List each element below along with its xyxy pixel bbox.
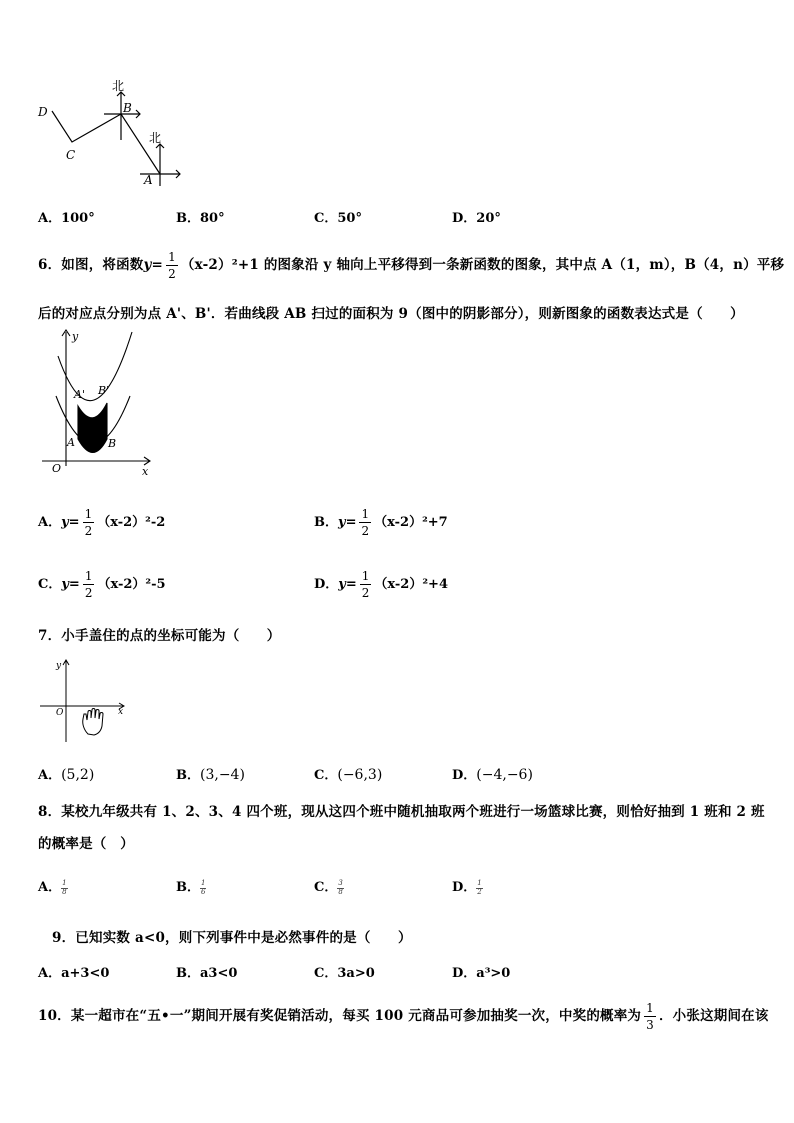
q9-option-b[interactable]: B．a3<0 [176, 966, 238, 981]
q6-point-a1-label: A' [74, 388, 85, 401]
north-label-a: 北 [149, 131, 162, 145]
q8-option-b[interactable]: B． $\frac{1}{6}$ [176, 878, 206, 896]
q6-axis-x-label: x [142, 465, 149, 478]
q8-stem-line1: 8．某校九年级共有 1、2、3、4 四个班，现从这四个班中随机抽取两个班进行一场篮球比赛，则恰好抽到 1 班和 2 班 [38, 804, 765, 820]
q7-option-c[interactable]: C．(−6,3) [314, 767, 383, 783]
q8-option-d[interactable]: D． $\frac{1}{2}$ [452, 878, 482, 896]
q9-option-a[interactable]: A．a+3<0 [38, 966, 110, 981]
q10-stem: 10．某一超市在“五•一”期间开展有奖促销活动，每买 100 元商品可参加抽奖一次，中奖的概率为 $\frac{1}{3}$ ．小张这期间在该 [38, 1001, 769, 1032]
q7-stem: 7．小手盖住的点的坐标可能为（ ） [38, 628, 281, 644]
q5-option-c[interactable]: C．50° [314, 211, 362, 226]
q6-point-a-label: A [67, 436, 75, 449]
q8-option-a[interactable]: A． $\frac{1}{8}$ [38, 878, 67, 896]
q8-stem-line2: 的概率是（ ） [38, 836, 134, 852]
q6-option-c[interactable]: C．y= $\frac{1}{2}$ （x-2）²-5 [38, 569, 166, 600]
q6-option-a[interactable]: A．y= $\frac{1}{2}$ （x-2）²-2 [38, 507, 166, 538]
q7-hand-figure [36, 656, 132, 746]
point-label-a: A [144, 173, 153, 187]
q7-option-a[interactable]: A．(5,2) [38, 767, 95, 783]
q6-axis-y-label: y [72, 330, 79, 343]
q7-option-b[interactable]: B．(3,−4) [176, 767, 245, 783]
q7-option-d[interactable]: D．(−4,−6) [452, 767, 533, 783]
q5-option-b[interactable]: B．80° [176, 211, 225, 226]
point-label-c: C [66, 148, 76, 162]
q5-option-d[interactable]: D．20° [452, 211, 501, 226]
q6-origin-label: O [52, 462, 62, 475]
q8-option-c[interactable]: C． $\frac{3}{8}$ [314, 878, 343, 896]
q9-option-d[interactable]: D．a³>0 [452, 966, 511, 981]
q5-option-a[interactable]: A．100° [38, 211, 95, 226]
q6-stem-line1: 6．如图，将函数y= $\frac{1}{2}$ （x-2）²+1 的图象沿 y 轴向上平移得到一条新函数的图象，其中点 A（1，m），B（4，n）平移 [38, 250, 785, 281]
point-label-b: B [123, 101, 132, 115]
q7-axis-y-label: y [56, 661, 62, 671]
q9-option-c[interactable]: C．3a>0 [314, 966, 375, 981]
q6-option-b[interactable]: B．y= $\frac{1}{2}$ （x-2）²+7 [314, 507, 448, 538]
q6-parabola-figure [36, 326, 160, 478]
q10-probability-fraction: $\frac{1}{3}$ [646, 1001, 654, 1032]
point-label-d: D [38, 105, 48, 119]
north-label-b: 北 [112, 79, 125, 93]
q6-point-b1-label: B' [98, 384, 110, 397]
q6-stem-line2: 后的对应点分别为点 A'、B'．若曲线段 AB 扫过的面积为 9（图中的阴影部分），则新图象的函数表达式是（ ） [38, 306, 744, 322]
q5-direction-figure [30, 76, 200, 196]
q6-point-b-label: B [108, 437, 117, 450]
q9-stem: 9．已知实数 a<0，则下列事件中是必然事件的是（ ） [52, 930, 412, 946]
q7-axis-x-label: x [118, 707, 124, 717]
q6-option-d[interactable]: D．y= $\frac{1}{2}$ （x-2）²+4 [314, 569, 448, 600]
q7-origin-label: O [56, 708, 64, 718]
q6-half-fraction: $\frac{1}{2}$ [168, 250, 176, 281]
